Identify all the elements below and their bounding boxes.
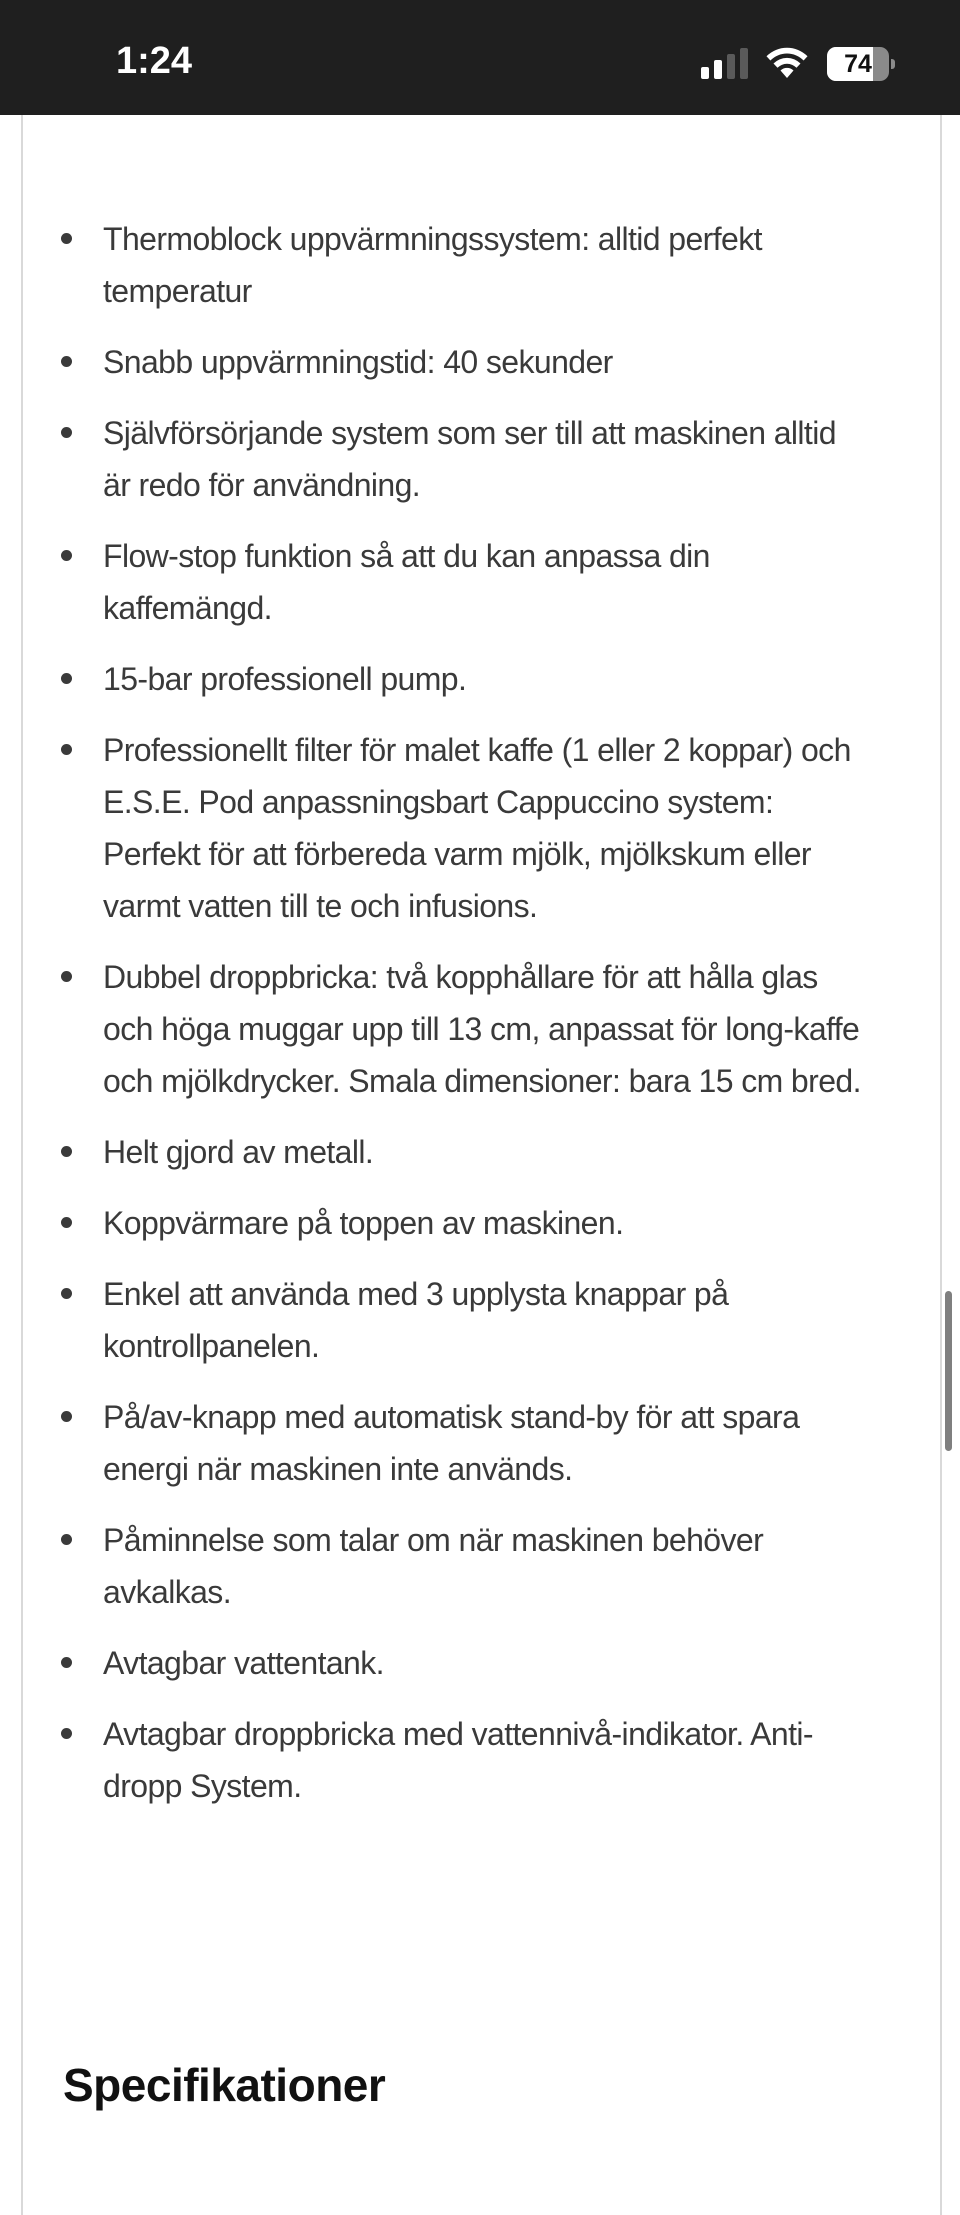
feature-text: På/av-knapp med automatisk stand-by för att spara energi när maskinen inte används. bbox=[103, 1399, 800, 1487]
features-list bbox=[23, 213, 863, 1831]
cellular-signal-icon bbox=[701, 48, 751, 79]
list-item bbox=[23, 407, 863, 511]
status-time: 1:24 bbox=[116, 40, 193, 82]
list-item bbox=[23, 530, 863, 634]
list-item bbox=[23, 1391, 863, 1495]
bullet-icon bbox=[61, 1657, 72, 1668]
signal-bar-2 bbox=[714, 60, 722, 79]
bullet-icon bbox=[61, 673, 72, 684]
feature-text: Flow-stop funktion så att du kan anpassa din kaffemängd. bbox=[103, 538, 710, 626]
bullet-icon bbox=[61, 233, 72, 244]
bullet-icon bbox=[61, 744, 72, 755]
battery-body bbox=[827, 47, 889, 81]
feature-text: Påminnelse som talar om när maskinen behöver avkalkas. bbox=[103, 1522, 764, 1610]
page-scrollbar[interactable] bbox=[945, 1291, 952, 1451]
signal-bar-1 bbox=[701, 67, 709, 79]
signal-bar-4 bbox=[740, 48, 748, 79]
feature-text: Helt gjord av metall. bbox=[103, 1134, 374, 1170]
list-item bbox=[23, 1197, 863, 1249]
wifi-icon bbox=[766, 47, 808, 79]
feature-text: Koppvärmare på toppen av maskinen. bbox=[103, 1205, 624, 1241]
bullet-icon bbox=[61, 356, 72, 367]
specifications-heading: Specifikationer bbox=[63, 2059, 386, 2111]
feature-text: Självförsörjande system som ser till att maskinen alltid är redo för användning. bbox=[103, 415, 836, 503]
bullet-icon bbox=[61, 1217, 72, 1228]
feature-text: Avtagbar droppbricka med vattennivå-indikator. Anti-dropp System. bbox=[103, 1716, 813, 1804]
product-description-card bbox=[21, 115, 942, 2215]
bullet-icon bbox=[61, 1411, 72, 1422]
list-item bbox=[23, 1708, 863, 1812]
feature-text: Avtagbar vattentank. bbox=[103, 1645, 384, 1681]
bullet-icon bbox=[61, 971, 72, 982]
list-item bbox=[23, 1126, 863, 1178]
battery-percent: 74 bbox=[844, 50, 872, 78]
list-item bbox=[23, 724, 863, 932]
list-item bbox=[23, 1637, 863, 1689]
status-bar bbox=[0, 0, 960, 115]
list-item bbox=[23, 1514, 863, 1618]
battery-icon bbox=[827, 47, 897, 81]
bullet-icon bbox=[61, 1288, 72, 1299]
feature-text: Snabb uppvärmningstid: 40 sekunder bbox=[103, 344, 613, 380]
bullet-icon bbox=[61, 1534, 72, 1545]
list-item bbox=[23, 213, 863, 317]
list-item bbox=[23, 1268, 863, 1372]
feature-text: Dubbel droppbricka: två kopphållare för att hålla glas och höga muggar upp till 13 cm, anpassat för long-kaffe och mjölkdrycker. Smala dimensioner: bara 15 cm bred. bbox=[103, 959, 861, 1099]
feature-text: Professionellt filter för malet kaffe (1 eller 2 koppar) och E.S.E. Pod anpassningsbart Cappuccino system: Perfekt för att förbereda varm mjölk, mjölkskum eller varmt vatten till te och infusions. bbox=[103, 732, 851, 924]
bullet-icon bbox=[61, 1146, 72, 1157]
bullet-icon bbox=[61, 550, 72, 561]
battery-cap bbox=[891, 59, 895, 69]
list-item bbox=[23, 653, 863, 705]
bullet-icon bbox=[61, 1728, 72, 1739]
feature-text: 15-bar professionell pump. bbox=[103, 661, 467, 697]
signal-bar-3 bbox=[727, 54, 735, 79]
feature-text: Enkel att använda med 3 upplysta knappar på kontrollpanelen. bbox=[103, 1276, 729, 1364]
bullet-icon bbox=[61, 427, 72, 438]
list-item bbox=[23, 951, 863, 1107]
feature-text: Thermoblock uppvärmningssystem: alltid perfekt temperatur bbox=[103, 221, 762, 309]
list-item bbox=[23, 336, 863, 388]
